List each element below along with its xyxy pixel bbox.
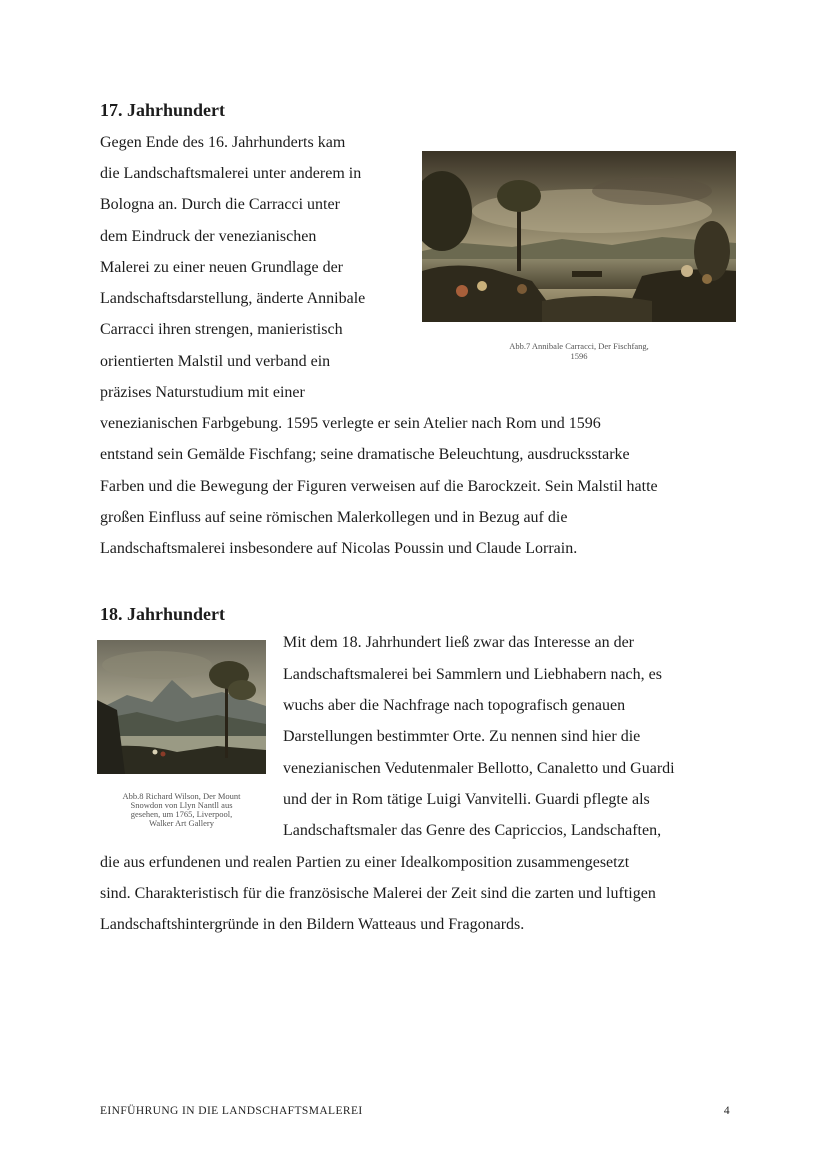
body-line: Bologna an. Durch die Carracci unter: [100, 196, 340, 213]
body-line: wuchs aber die Nachfrage nach topografisch genauen: [283, 697, 626, 714]
body-line: Mit dem 18. Jahrhundert ließ zwar das Interesse an der: [283, 634, 634, 651]
section-heading-17: 17. Jahrhundert: [100, 100, 226, 120]
body-line: orientierten Malstil und verband ein: [100, 353, 331, 370]
painting-carracci-fischfang: [422, 151, 736, 322]
figure-caption-8-line-2: Snowdon von Llyn Nantll aus: [130, 800, 233, 810]
body-line: Malerei zu einer neuen Grundlage der: [100, 259, 343, 276]
figure-caption-8-line-4: Walker Art Gallery: [149, 818, 214, 828]
body-line: und der in Rom tätige Luigi Vanvitelli. Guardi pflegte als: [283, 791, 650, 808]
page-number: 4: [723, 1105, 730, 1117]
body-line: großen Einfluss auf seine römischen Malerkollegen und in Bezug auf die: [100, 509, 568, 526]
painting-wilson-snowdon: [97, 640, 266, 774]
body-line: dem Eindruck der venezianischen: [100, 228, 317, 245]
body-line: Landschaftsmaler das Genre des Capriccios, Landschaften,: [283, 822, 662, 839]
footer-title: EINFÜHRUNG IN DIE LANDSCHAFTSMALEREI: [100, 1105, 363, 1117]
body-line: Landschaftsmalerei insbesondere auf Nicolas Poussin und Claude Lorrain.: [100, 540, 578, 557]
body-line: Farben und die Bewegung der Figuren verweisen auf die Barockzeit. Sein Malstil hatte: [100, 478, 658, 495]
figure-caption-7: Abb.7 Annibale Carracci, Der Fischfang,: [509, 341, 649, 351]
body-line: venezianischen Farbgebung. 1595 verlegte er sein Atelier nach Rom und 1596: [100, 415, 601, 432]
body-line: die Landschaftsmalerei unter anderem in: [100, 165, 362, 182]
figure-caption-7-line-2: 1596: [570, 351, 588, 361]
body-line: venezianischen Vedutenmaler Bellotto, Canaletto und Guardi: [283, 760, 675, 777]
body-line: entstand sein Gemälde Fischfang; seine dramatische Beleuchtung, ausdrucksstarke: [100, 446, 630, 463]
body-line: Landschaftsmalerei bei Sammlern und Liebhabern nach, es: [283, 666, 662, 683]
body-line: Landschaftsdarstellung, änderte Annibale: [100, 290, 366, 307]
body-line: Landschaftshintergründe in den Bildern Watteaus und Fragonards.: [100, 916, 525, 933]
figure-caption-8: Abb.8 Richard Wilson, Der Mount: [122, 791, 241, 801]
figure-caption-8-line-3: gesehen, um 1765, Liverpool,: [130, 809, 233, 819]
body-line: die aus erfundenen und realen Partien zu einer Idealkomposition zusammengesetzt: [100, 854, 630, 871]
body-line: Gegen Ende des 16. Jahrhunderts kam: [100, 134, 346, 151]
body-line: Carracci ihren strengen, manieristisch: [100, 321, 343, 338]
body-line: sind. Charakteristisch für die französische Malerei der Zeit sind die zarten und luftigen: [100, 885, 656, 902]
body-line: Darstellungen bestimmter Orte. Zu nennen sind hier die: [283, 728, 641, 745]
section-heading-18: 18. Jahrhundert: [100, 604, 226, 624]
body-line: präzises Naturstudium mit einer: [100, 384, 305, 401]
